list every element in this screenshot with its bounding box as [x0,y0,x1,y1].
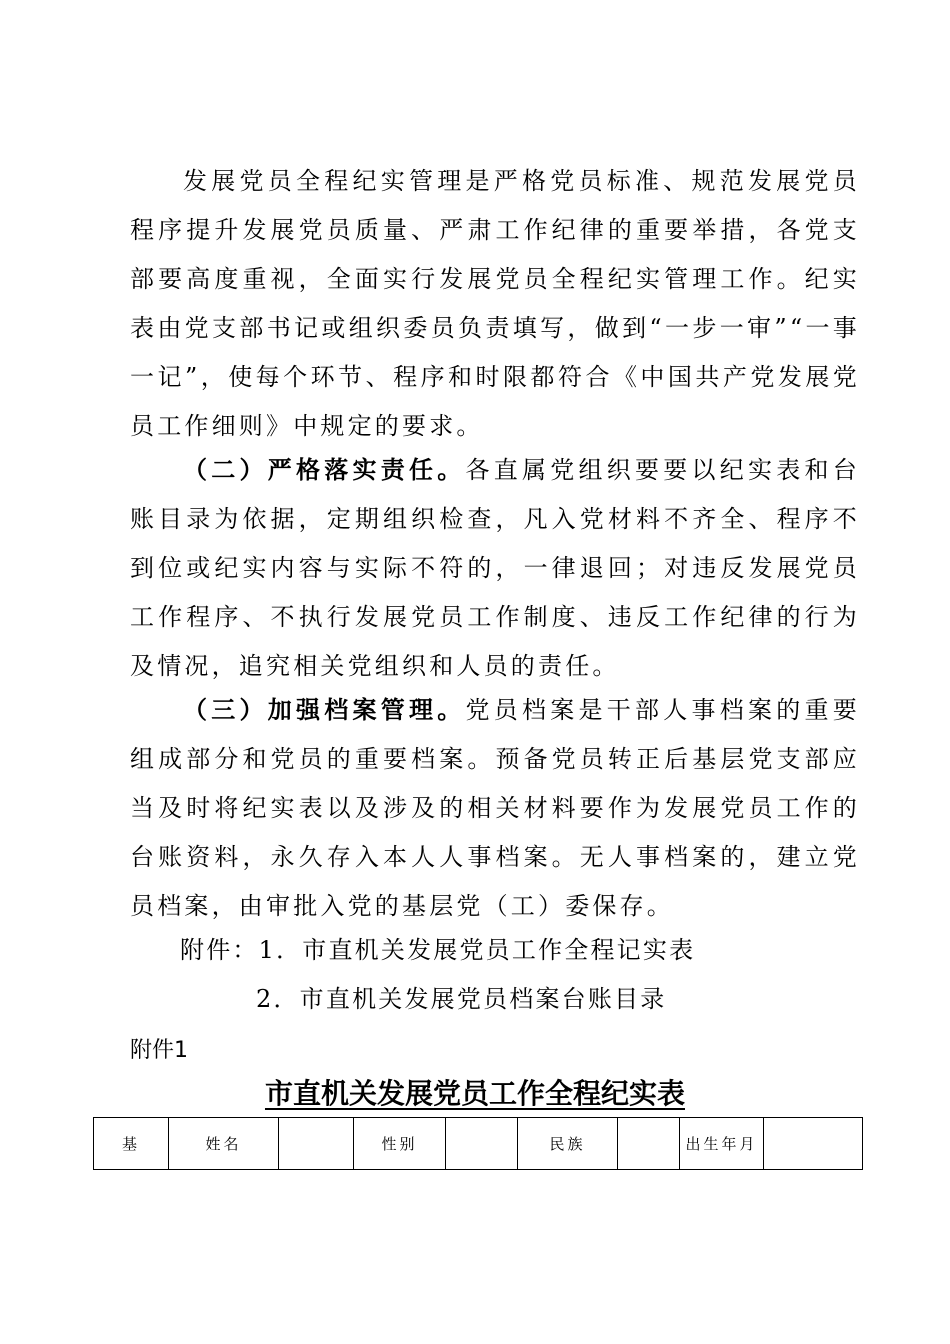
table-cell-ethnicity-value[interactable] [618,1118,680,1170]
paragraph-responsibility [130,445,860,691]
attachment-line-1 [180,935,695,965]
paragraph-responsibility-text: 各直属党组织要要以纪实表和台账目录为依据，定期组织检查，凡入党材料不齐全、程序不到位或纪实内容与实际不符的，一律退回；对违反发展党员工作程序、不执行发展党员工作制度、违反工作纪律的行为及情况，追究相关党组织和人员的责任。 [130,456,860,680]
table-cell-gender-value[interactable] [446,1118,518,1170]
table-cell-name-value[interactable] [279,1118,354,1170]
attachment-item-2: 2．市直机关发展党员档案台账目录 [256,985,667,1013]
record-form-table [93,1117,863,1170]
table-cell-name-label: 姓名 [169,1118,279,1170]
paragraph-intro [130,157,860,451]
paragraph-archives [130,685,860,931]
table-cell-birth-label: 出生年月 [680,1118,764,1170]
paragraph-archives-text: 党员档案是干部人事档案的重要组成部分和党员的重要档案。预备党员转正后基层党支部应当及时将纪实表以及涉及的相关材料要作为发展党员工作的台账资料，永久存入本人人事档案。无人事档案的，建立党员档案，由审批入党的基层党（工）委保存。 [130,696,860,920]
table-cell-basic-label: 基 [94,1118,169,1170]
form-title: 市直机关发展党员工作全程纪实表 [264,1077,685,1110]
table-row [94,1118,863,1170]
paragraph-intro-text: 发展党员全程纪实管理是严格党员标准、规范发展党员程序提升发展党员质量、严肃工作纪律的重要举措，各党支部要高度重视，全面实行发展党员全程纪实管理工作。纪实表由党支部书记或组织委员负责填写，做到“一步一审”“一事一记”，使每个环节、程序和时限都符合《中国共产党发展党员工作细则》中规定的要求。 [130,167,860,440]
attachment-label: 附件： [180,936,259,964]
table-cell-gender-label: 性别 [354,1118,446,1170]
paragraph-archives-heading: （三）加强档案管理。 [182,695,466,724]
attachment-heading: 附件1 [130,1038,188,1063]
paragraph-responsibility-heading: （二）严格落实责任。 [182,455,466,484]
table-cell-birth-value[interactable] [764,1118,863,1170]
attachment-line-2 [256,984,666,1014]
attachment-item-1: 1．市直机关发展党员工作全程记实表 [258,936,696,964]
table-cell-ethnicity-label: 民族 [518,1118,618,1170]
